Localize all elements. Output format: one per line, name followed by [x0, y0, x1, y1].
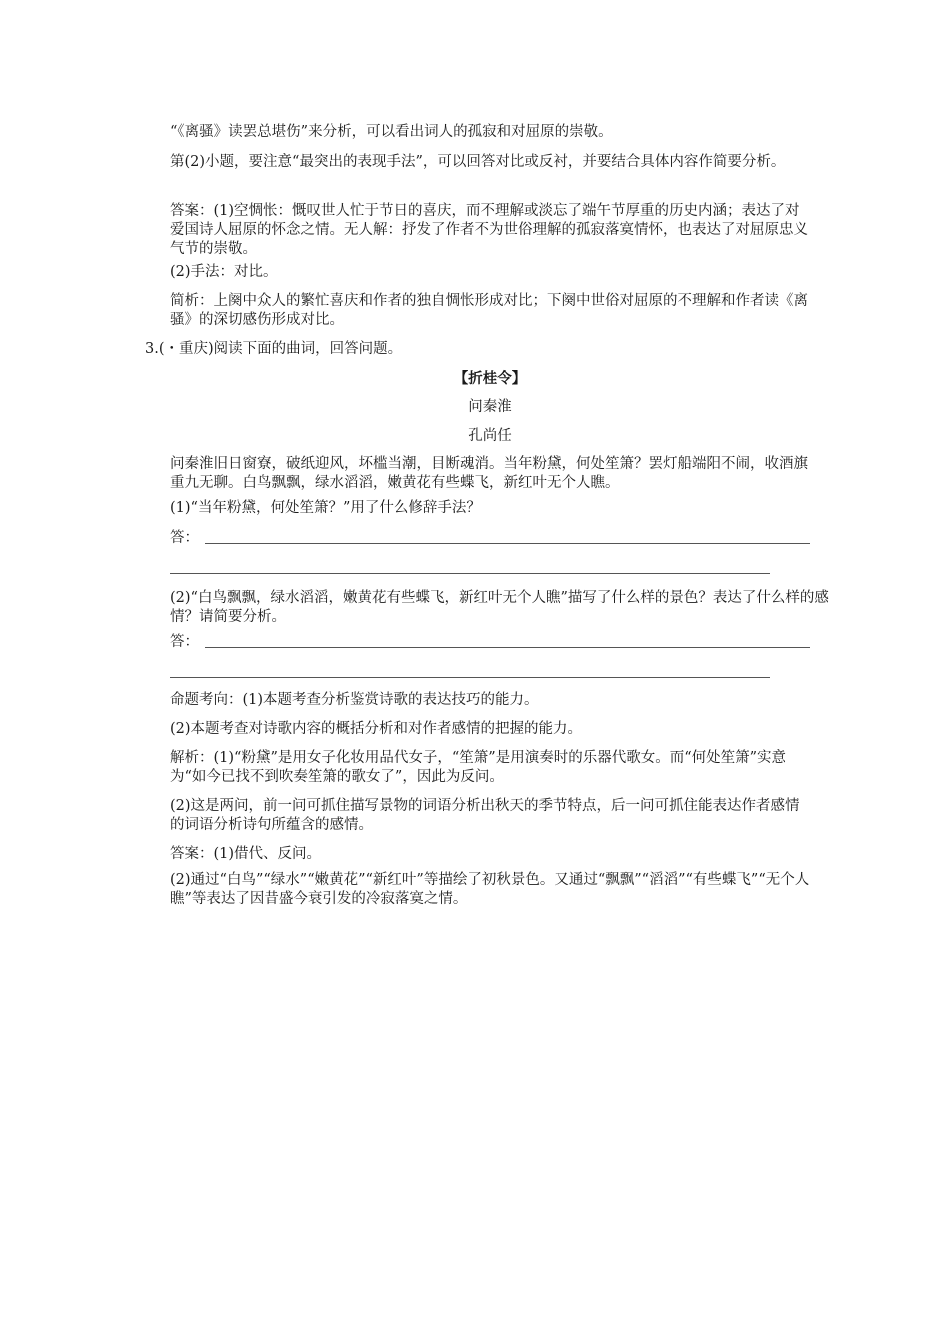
answer-paragraph-1: 答案：(1)空惆怅：慨叹世人忙于节日的喜庆，而不理解或淡忘了端午节厚重的历史内涵；表达了对爱国诗人屈原的怀念之情。无人解：抒发了作者不为世俗理解的孤寂落寞情怀，也表达了对屈原忠义气节的崇敬。: [170, 203, 808, 257]
exam-focus-1: 命题考向：(1)本题考查分析鉴赏诗歌的表达技巧的能力。: [170, 692, 539, 708]
question-3-heading: 3.(・重庆)阅读下面的曲词，回答问题。: [145, 341, 403, 357]
answer-paragraph-2: (2)手法：对比。: [170, 264, 278, 280]
answer-line[interactable]: [170, 573, 770, 574]
explanation-2: (2)这是两问，前一问可抓住描写景物的词语分析出秋天的季节特点，后一问可抓住能表达作者感情的词语分析诗句所蕴含的感情。: [170, 798, 800, 833]
poem-subtitle: 问秦淮: [468, 399, 512, 415]
answer-summary-2: (2)通过“白鸟”“绿水”“嫩黄花”“新红叶”等描绘了初秋景色。又通过“飘飘”“滔滔”“有些蝶飞”“无个人瞧”等表达了因昔盛今衰引发的冷寂落寞之情。: [170, 872, 810, 907]
analysis-paragraph-2: 第(2)小题，要注意“最突出的表现手法”，可以回答对比或反衬，并要结合具体内容作简要分析。: [170, 154, 786, 170]
answer-line[interactable]: [205, 647, 810, 648]
poem-title: 【折桂令】: [453, 370, 527, 387]
answer-summary-1: 答案：(1)借代、反问。: [170, 846, 322, 862]
explanation-1: 解析：(1)“粉黛”是用女子化妆用品代女子，“笙箫”是用演奏时的乐器代歌女。而“何处笙箫”实意为“如今已找不到吹奏笙箫的歌女了”，因此为反问。: [170, 750, 787, 785]
brief-analysis-paragraph: 简析：上阕中众人的繁忙喜庆和作者的独自惆怅形成对比；下阕中世俗对屈原的不理解和作者读《离骚》的深切感伤形成对比。: [170, 293, 808, 328]
answer-area-2[interactable]: [170, 632, 810, 652]
answer-line[interactable]: [170, 677, 770, 678]
sub-question-1: (1)“当年粉黛，何处笙箫？”用了什么修辞手法？: [170, 500, 481, 516]
answer-label-2: 答：: [170, 634, 199, 650]
answer-line[interactable]: [205, 543, 810, 544]
analysis-paragraph-1: “《离骚》读罢总堪伤”来分析，可以看出词人的孤寂和对屈原的崇敬。: [170, 124, 613, 140]
poem-author: 孔尚任: [468, 428, 512, 444]
poem-text: 问秦淮旧日窗寮，破纸迎风，坏槛当潮，目断魂消。当年粉黛，何处笙箫？罢灯船端阳不闹，收酒旗重九无聊。白鸟飘飘，绿水滔滔，嫩黄花有些蝶飞，新红叶无个人瞧。: [170, 456, 808, 491]
sub-question-2: (2)“白鸟飘飘，绿水滔滔，嫩黄花有些蝶飞，新红叶无个人瞧”描写了什么样的景色？表达了什么样的感情？请简要分析。: [170, 590, 829, 625]
answer-area-1[interactable]: [170, 528, 810, 548]
exam-focus-2: (2)本题考查对诗歌内容的概括分析和对作者感情的把握的能力。: [170, 721, 583, 737]
answer-label-1: 答：: [170, 530, 199, 546]
